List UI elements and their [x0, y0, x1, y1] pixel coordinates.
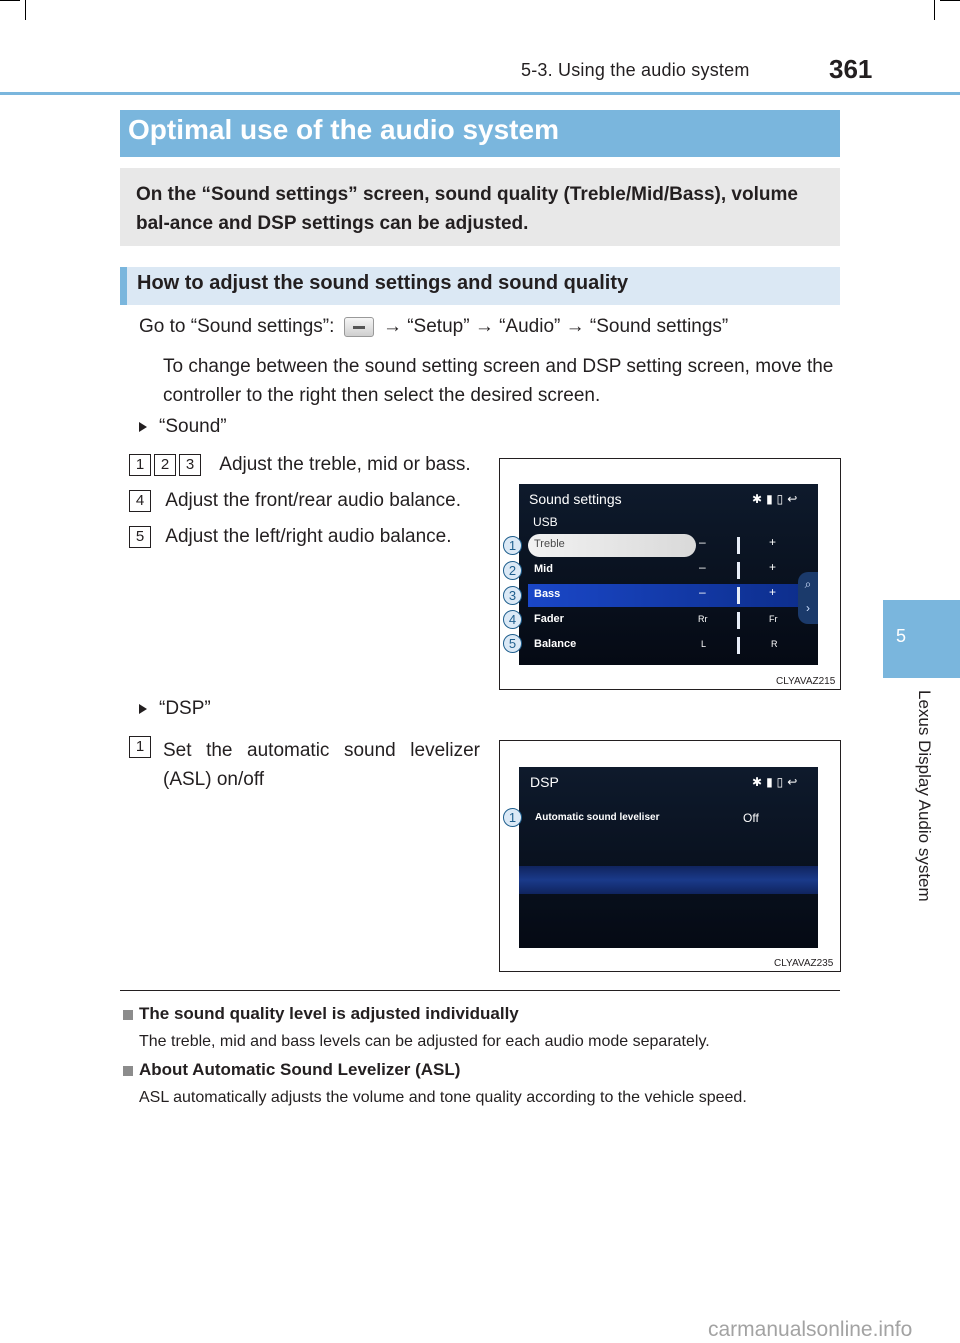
- page-number: 361: [829, 54, 873, 84]
- number-box: 3: [179, 454, 201, 476]
- bluetooth-icon: ✱: [752, 492, 767, 506]
- minus-button[interactable]: –: [699, 560, 706, 574]
- callout-1: 1: [503, 808, 522, 827]
- balance-right-label: R: [771, 639, 778, 649]
- battery-icon: ▯: [776, 775, 788, 789]
- page-title: Optimal use of the audio system: [128, 114, 559, 145]
- number-box: 1: [129, 736, 151, 758]
- feature-item: [129, 454, 471, 476]
- subheading-accent: [120, 267, 127, 305]
- display-screen: [519, 767, 818, 948]
- asl-row-label[interactable]: Automatic sound leveliser: [535, 812, 660, 823]
- screen-source: USB: [533, 515, 558, 529]
- callout-3: 3: [503, 586, 522, 605]
- screen-title: Sound settings: [529, 491, 622, 507]
- crop-mark: [0, 0, 20, 1]
- back-icon: ↩: [787, 775, 802, 789]
- step-instruction: [139, 316, 728, 338]
- crop-mark: [25, 0, 26, 20]
- image-code: CLYAVAZ235: [774, 958, 834, 969]
- feature-item: [129, 526, 452, 548]
- crop-mark: [934, 0, 935, 20]
- status-icons: [752, 775, 801, 789]
- square-bullet-icon: [123, 1010, 133, 1020]
- switch-screen-icon[interactable]: ⌕ ›: [798, 572, 818, 624]
- bluetooth-icon: ✱: [752, 775, 767, 789]
- feature-item: [129, 490, 461, 512]
- feature-text: Adjust the left/right audio balance.: [165, 526, 452, 548]
- plus-button[interactable]: +: [769, 560, 777, 574]
- back-icon: ↩: [787, 492, 802, 506]
- square-bullet-icon: [123, 1066, 133, 1076]
- level-marker: [737, 587, 740, 604]
- number-box: 1: [129, 454, 151, 476]
- intro-text: On the “Sound settings” screen, sound quality (Treble/Mid/Bass), volume bal-ance and DSP settings can be adjusted.: [136, 184, 798, 234]
- asl-value[interactable]: Off: [743, 811, 759, 825]
- step-prefix: Go to “Sound settings”:: [139, 316, 335, 337]
- signal-icon: ▮: [766, 492, 777, 506]
- callout-1: 1: [503, 536, 522, 555]
- step-note: To change between the sound setting screen and DSP setting screen, move the controller to the right then select the desired screen.: [163, 356, 834, 406]
- plus-button[interactable]: +: [769, 535, 777, 549]
- callout-2: 2: [503, 561, 522, 580]
- battery-icon: ▯: [776, 492, 788, 506]
- level-marker: [737, 562, 740, 579]
- row-treble[interactable]: Treble: [528, 534, 696, 557]
- dsp-heading: “DSP”: [139, 698, 211, 720]
- fader-rear-label: Rr: [698, 614, 708, 624]
- number-box: 2: [154, 454, 176, 476]
- level-marker: [737, 637, 740, 654]
- minus-button[interactable]: –: [699, 585, 706, 599]
- balance-left-label: L: [701, 639, 707, 649]
- status-icons: [752, 492, 801, 506]
- signal-icon: ▮: [766, 775, 777, 789]
- highlight-band: [519, 866, 818, 894]
- sound-heading: “Sound”: [139, 416, 227, 438]
- image-code: CLYAVAZ215: [776, 676, 836, 687]
- dsp-screenshot: [499, 740, 841, 972]
- triangle-bullet-icon: [139, 422, 147, 432]
- row-mid[interactable]: Mid – +: [528, 559, 803, 582]
- chapter-number: 5: [896, 626, 907, 646]
- screen-title: DSP: [530, 774, 559, 790]
- sound-settings-screenshot: [499, 458, 841, 690]
- subheading: How to adjust the sound settings and sound quality: [137, 272, 629, 294]
- divider: [120, 990, 840, 991]
- header-rule: [0, 92, 960, 95]
- crop-mark: [940, 0, 960, 1]
- level-marker: [737, 537, 740, 554]
- display-screen: [519, 484, 818, 665]
- feature-item: [129, 736, 154, 758]
- section-header: 5-3. Using the audio system: [521, 60, 750, 80]
- row-fader[interactable]: Fader Rr Fr: [528, 609, 803, 632]
- row-balance[interactable]: Balance L R: [528, 634, 803, 657]
- menu-button-icon: [344, 317, 374, 337]
- feature-text: Adjust the treble, mid or bass.: [219, 454, 471, 476]
- callout-4: 4: [503, 610, 522, 629]
- number-box: 5: [129, 526, 151, 548]
- number-box: 4: [129, 490, 151, 512]
- watermark: carmanualsonline.info: [708, 1318, 913, 1341]
- triangle-bullet-icon: [139, 704, 147, 714]
- callout-5: 5: [503, 634, 522, 653]
- level-marker: [737, 612, 740, 629]
- dsp-feature-text: Set the automatic sound levelizer (ASL) on/off: [163, 740, 480, 790]
- feature-text: Adjust the front/rear audio balance.: [165, 490, 462, 512]
- plus-button[interactable]: +: [769, 585, 777, 599]
- minus-button[interactable]: –: [699, 535, 706, 549]
- note-body: The treble, mid and bass levels can be adjusted for each audio mode separately.: [139, 1033, 710, 1050]
- note-heading: The sound quality level is adjusted individually: [123, 1004, 519, 1024]
- note-heading: About Automatic Sound Levelizer (ASL): [123, 1060, 460, 1080]
- row-bass[interactable]: Bass – +: [528, 584, 803, 607]
- fader-front-label: Fr: [769, 614, 778, 624]
- chapter-tab: [883, 600, 960, 678]
- step-path: → “Setup” → “Audio” → “Sound settings”: [382, 316, 729, 337]
- chapter-title: Lexus Display Audio system: [915, 690, 934, 902]
- note-body: ASL automatically adjusts the volume and tone quality according to the vehicle speed.: [139, 1089, 747, 1106]
